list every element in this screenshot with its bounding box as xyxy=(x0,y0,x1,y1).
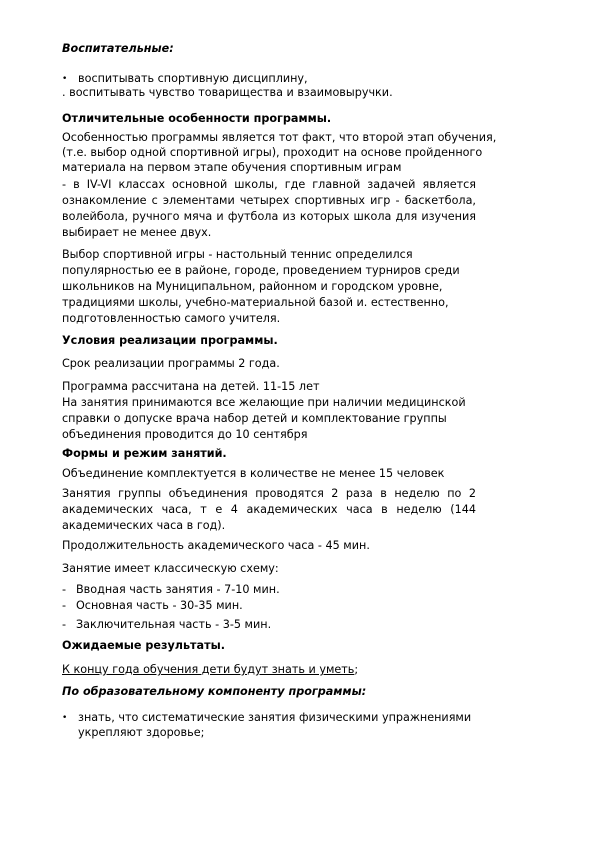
forms-scheme: Занятие имеет классическую схему: xyxy=(62,562,279,575)
features-paragraph-line: - в IV-VI классах основной школы, где главной задачей является xyxy=(62,178,476,191)
features-paragraph-line: традициями школы, учебно-материальной базой и. естественно, xyxy=(62,296,449,309)
vosp-heading: Воспитательные: xyxy=(62,42,174,55)
conditions-term: Срок реализации программы 2 года. xyxy=(62,357,280,370)
bullet-icon: • xyxy=(62,74,68,84)
conditions-line: Программа рассчитана на детей. 11-15 лет xyxy=(62,380,320,393)
edu-heading: По образовательному компоненту программы: xyxy=(62,685,367,698)
bullet-icon: • xyxy=(62,713,68,723)
forms-schedule-line: Занятия группы объединения проводятся 2 раза в неделю по 2 xyxy=(62,487,476,500)
forms-schedule-line: академических часа, т е 4 академических часа в неделю (144 xyxy=(62,503,476,516)
edu-item-continuation: укрепляют здоровье; xyxy=(78,726,205,739)
forms-schedule-line: академических часа в год). xyxy=(62,519,226,532)
forms-justified-paragraph xyxy=(62,487,476,501)
dash-marker: - xyxy=(62,583,67,596)
dash-marker: - xyxy=(62,618,67,631)
results-intro: К концу года обучения дети будут знать и уметь xyxy=(62,663,355,676)
features-heading: Отличительные особенности программы. xyxy=(62,112,332,125)
features-paragraph-line: школьников на Муниципальном, районном и городском уровне, xyxy=(62,280,443,293)
results-intro-line xyxy=(62,663,358,677)
features-justified-paragraph xyxy=(62,194,476,208)
forms-count: Объединение комплектуется в количестве не менее 15 человек xyxy=(62,467,445,480)
scheme-item: Основная часть - 30-35 мин. xyxy=(76,599,243,612)
conditions-line: На занятия принимаются все желающие при наличии медицинской xyxy=(62,396,466,409)
scheme-item: Заключительная часть - 3-5 мин. xyxy=(76,618,272,631)
forms-heading: Формы и режим занятий. xyxy=(62,447,227,460)
forms-duration: Продолжительность академического часа - 45 мин. xyxy=(62,539,370,552)
features-paragraph-line: волейбола, ручного мяча и футбола из которых школа для изучения xyxy=(62,210,476,223)
vosp-item: воспитывать спортивную дисциплину, xyxy=(78,72,308,85)
vosp-item: . воспитывать чувство товарищества и взаимовыручки. xyxy=(62,86,393,99)
dash-marker: - xyxy=(62,599,67,612)
conditions-heading: Условия реализации программы. xyxy=(62,334,278,347)
features-paragraph-line: (т.е. выбор одной спортивной игры), проходит на основе пройденного xyxy=(62,146,483,159)
features-paragraph-line: Выбор спортивной игры - настольный теннис определился xyxy=(62,248,413,261)
features-paragraph-line: подготовленностью самого учителя. xyxy=(62,312,281,325)
features-paragraph-line: Особенностью программы является тот факт, что второй этап обучения, xyxy=(62,131,497,144)
edu-item: знать, что систематические занятия физическими упражнениями xyxy=(78,711,472,724)
features-paragraph-line: ознакомление с элементами четырех спортивных игр - баскетбола, xyxy=(62,194,476,207)
features-paragraph-line: выбирает не менее двух. xyxy=(62,226,212,239)
forms-justified-paragraph xyxy=(62,503,476,517)
results-intro-tail: ; xyxy=(354,663,359,676)
conditions-line: объединения проводится до 10 сентября xyxy=(62,428,308,441)
results-heading: Ожидаемые результаты. xyxy=(62,639,225,652)
conditions-line: справки о допуске врача набор детей и комплектование группы xyxy=(62,412,447,425)
features-justified-paragraph xyxy=(62,178,476,192)
features-paragraph-line: популярностью ее в районе, городе, проведением турниров среди xyxy=(62,264,460,277)
features-justified-paragraph xyxy=(62,210,476,224)
scheme-item: Вводная часть занятия - 7-10 мин. xyxy=(76,583,280,596)
features-paragraph-line: материала на первом этапе обучения спортивным играм xyxy=(62,161,402,174)
